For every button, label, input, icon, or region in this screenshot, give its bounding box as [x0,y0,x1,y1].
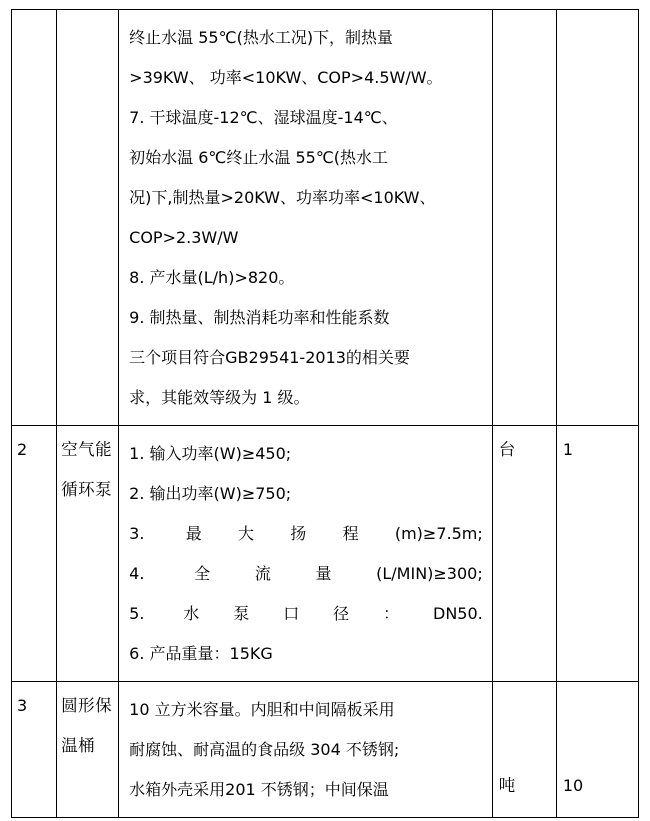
row-name-cell [57,426,119,682]
row-quantity-text: 10 [562,776,584,795]
row-name-text [57,10,118,12]
description-line: 1. 输入功率(W)≥450; [129,444,292,463]
row-unit-cell [492,426,556,682]
row-description-cell [119,682,493,818]
row-unit-text [493,10,556,12]
row-index-text: 2 [17,440,28,459]
row-index-cell [12,10,57,426]
description-line: 2. 输出功率(W)≥750; [129,484,292,503]
row-name-cell [57,10,119,426]
description-line: 5. 水泵口径：DN50. [129,604,483,623]
table-row [12,10,639,426]
description-line: 水箱外壳采用201 不锈钢；中间保温 [129,780,389,799]
document-page [0,9,650,821]
specification-table [11,9,639,818]
row-quantity-cell [556,682,638,818]
table-row [12,682,639,818]
description-line: >39KW、 功率<10KW、COP>4.5W/W。 [129,68,443,87]
description-line: 况)下,制热量>20KW、功率功率<10KW、 [129,188,436,207]
row-name-text: 空气能循环泵 [61,440,113,499]
row-description-cell [119,426,493,682]
description-line: 终止水温 55℃(热水工况)下，制热量 [129,28,394,47]
row-quantity-cell [556,10,638,426]
description-line: 三个项目符合GB29541-2013的相关要 [129,348,410,367]
description-line: 求，其能效等级为 1 级。 [129,388,310,407]
row-unit-text: 吨 [498,776,516,795]
row-quantity-text: 1 [562,440,574,459]
description-line: 耐腐蚀、耐高温的食品级 304 不锈钢; [129,740,400,759]
description-line: 初始水温 6℃终止水温 55℃(热水工 [129,148,389,167]
row-index-text [12,10,56,12]
row-index-text: 3 [17,696,28,715]
row-description-cell [119,10,493,426]
description-line: 3. 最大扬程(m)≥7.5m; [129,524,483,543]
description-line: COP>2.3W/W [129,228,239,247]
row-quantity-text [557,10,638,12]
description-line: 7. 干球温度-12℃、湿球温度-14℃、 [129,108,398,127]
description-line: 10 立方米容量。内胆和中间隔板采用 [129,700,395,719]
description-line: 8. 产水量(L/h)>820。 [129,268,295,287]
row-name-text: 圆形保温桶 [61,696,113,755]
description-line: 4. 全流量(L/MIN)≥300; [129,564,483,583]
row-unit-cell [492,10,556,426]
row-unit-text: 台 [498,440,516,459]
row-index-cell [12,682,57,818]
row-unit-cell [492,682,556,818]
row-quantity-cell [556,426,638,682]
description-line: 9. 制热量、制热消耗功率和性能系数 [129,308,390,327]
description-line: 6. 产品重量：15KG [129,644,273,663]
row-name-cell [57,682,119,818]
table-row [12,426,639,682]
row-index-cell [12,426,57,682]
